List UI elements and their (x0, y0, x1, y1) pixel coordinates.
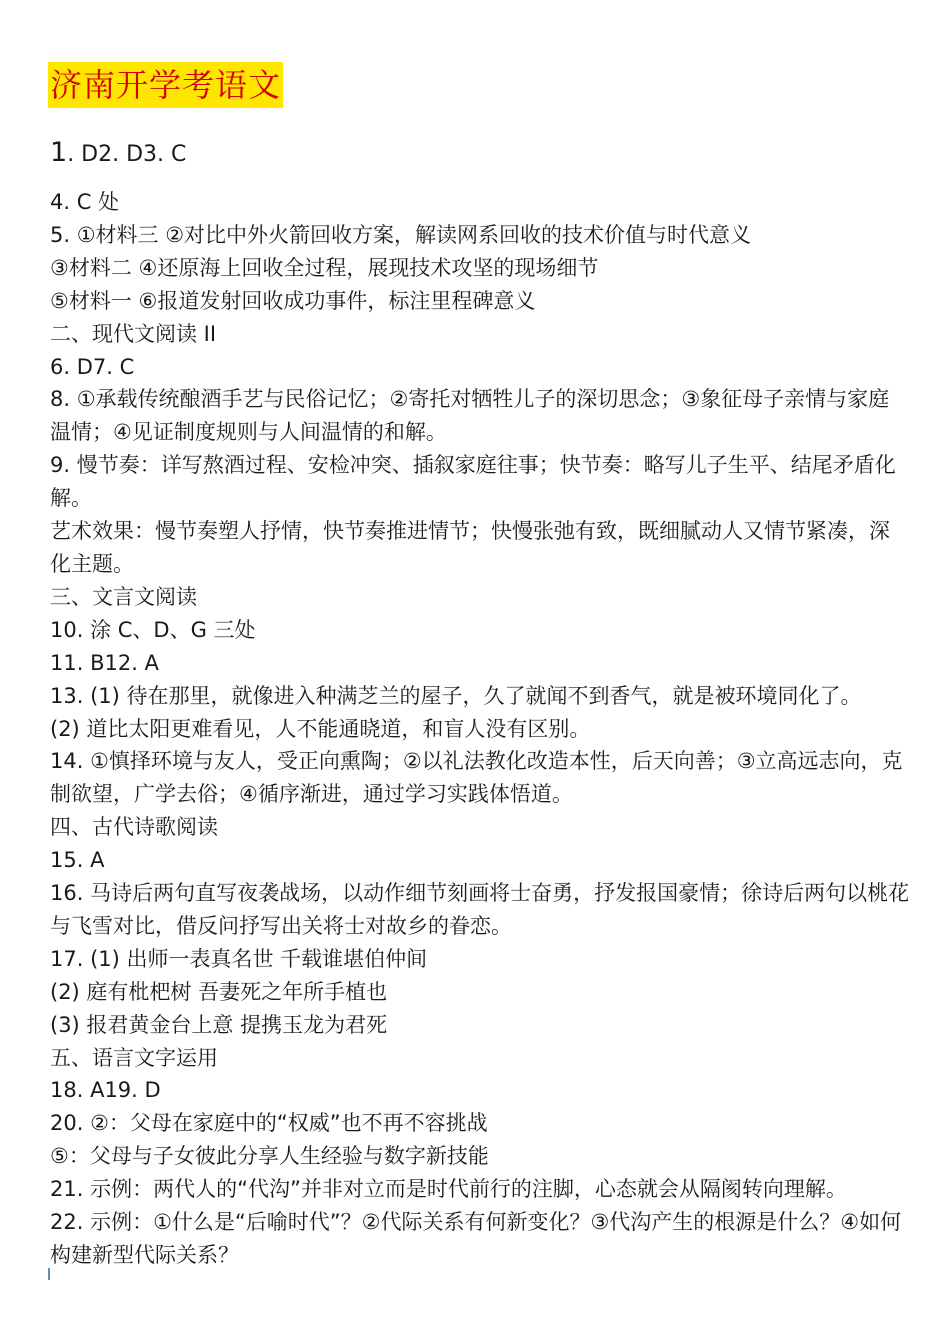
answer-line-1 (50, 136, 186, 172)
answer-line: 五、语言文字运用 (50, 1045, 218, 1070)
answer-line: 与飞雪对比，借反问抒写出关将士对故乡的眷恋。 (50, 913, 512, 938)
answer-line: 构建新型代际关系？ (50, 1243, 239, 1267)
answer-line: 三、文言文阅读 (50, 584, 197, 609)
answer-line: 制欲望，广学去俗；④循序渐进，通过学习实践体悟道。 (50, 782, 573, 807)
answer-line: (2) 道比太阳更难看见，人不能通晓道，和盲人没有区别。 (50, 716, 591, 741)
answer-line: ③材料二 ④还原海上回收全过程，展现技术攻坚的现场细节 (50, 255, 599, 280)
answer-line: 艺术效果：慢节奏塑人抒情，快节奏推进情节；快慢张弛有致，既细腻动人又情节紧凑，深 (50, 519, 890, 544)
answer-line: 化主题。 (50, 551, 134, 576)
answer-line: 18. A19. D (50, 1078, 161, 1103)
answer-line: (2) 庭有枇杷树 吾妻死之年所手植也 (50, 979, 388, 1004)
answer-line: (3) 报君黄金台上意 提携玉龙为君死 (50, 1012, 388, 1037)
answer-line: 21. 示例：两代人的“代沟”并非对立而是时代前行的注脚，心态就会从隔阂转向理解。 (50, 1177, 847, 1202)
answer-line: 四、古代诗歌阅读 (50, 815, 218, 840)
answer-line: 8. ①承载传统酿酒手艺与民俗记忆；②寄托对牺牲儿子的深切思念；③象征母子亲情与家庭 (50, 387, 890, 412)
answer-line: 6. D7. C (50, 354, 135, 379)
answer-line: 13. (1) 待在那里，就像进入种满芝兰的屋子，久了就闻不到香气，就是被环境同化了。 (50, 683, 862, 708)
answer-line: 5. ①材料三 ②对比中外火箭回收方案，解读网系回收的技术价值与时代意义 (50, 222, 752, 247)
answer-line: 17. (1) 出师一表真名世 千载谁堪伯仲间 (50, 946, 428, 971)
answer-line: 20. ②：父母在家庭中的“权威”也不再不容挑战 (50, 1111, 488, 1136)
answer-line: ⑤：父母与子女彼此分享人生经验与数字新技能 (50, 1144, 489, 1169)
question-number: 1 (50, 137, 68, 168)
edge-mark (48, 1268, 50, 1280)
answer-line: 9. 慢节奏：详写熬酒过程、安检冲突、插叙家庭往事；快节奏：略写儿子生平、结尾矛盾化 (50, 453, 896, 478)
answer-line: 10. 涂 C、D、G 三处 (50, 617, 256, 642)
answer-line: 22. 示例：①什么是“后喻时代”？②代际关系有何新变化？③代沟产生的根源是什么？④如何 (50, 1210, 902, 1235)
answer-line: 16. 马诗后两句直写夜袭战场，以动作细节刻画将士奋勇，抒发报国豪情；徐诗后两句以桃花 (50, 881, 910, 906)
answer-list (50, 186, 926, 1272)
answer-line: 14. ①慎择环境与友人，受正向熏陶；②以礼法教化改造本性，后天向善；③立高远志向，克 (50, 749, 903, 774)
answer-line: ⑤材料一 ⑥报道发射回收成功事件，标注里程碑意义 (50, 288, 536, 313)
answer-line: 温情；④见证制度规则与人间温情的和解。 (50, 420, 447, 445)
page-title: 济南开学考语文 (48, 62, 283, 108)
answer-line: 4. C 处 (50, 190, 120, 214)
answer-line: 二、现代文阅读 II (50, 321, 217, 346)
answer-line: 解。 (50, 486, 92, 511)
answer-line: 11. B12. A (50, 650, 159, 675)
answer-line: 15. A (50, 848, 105, 873)
answer-text: . D2. D3. C (67, 142, 187, 167)
